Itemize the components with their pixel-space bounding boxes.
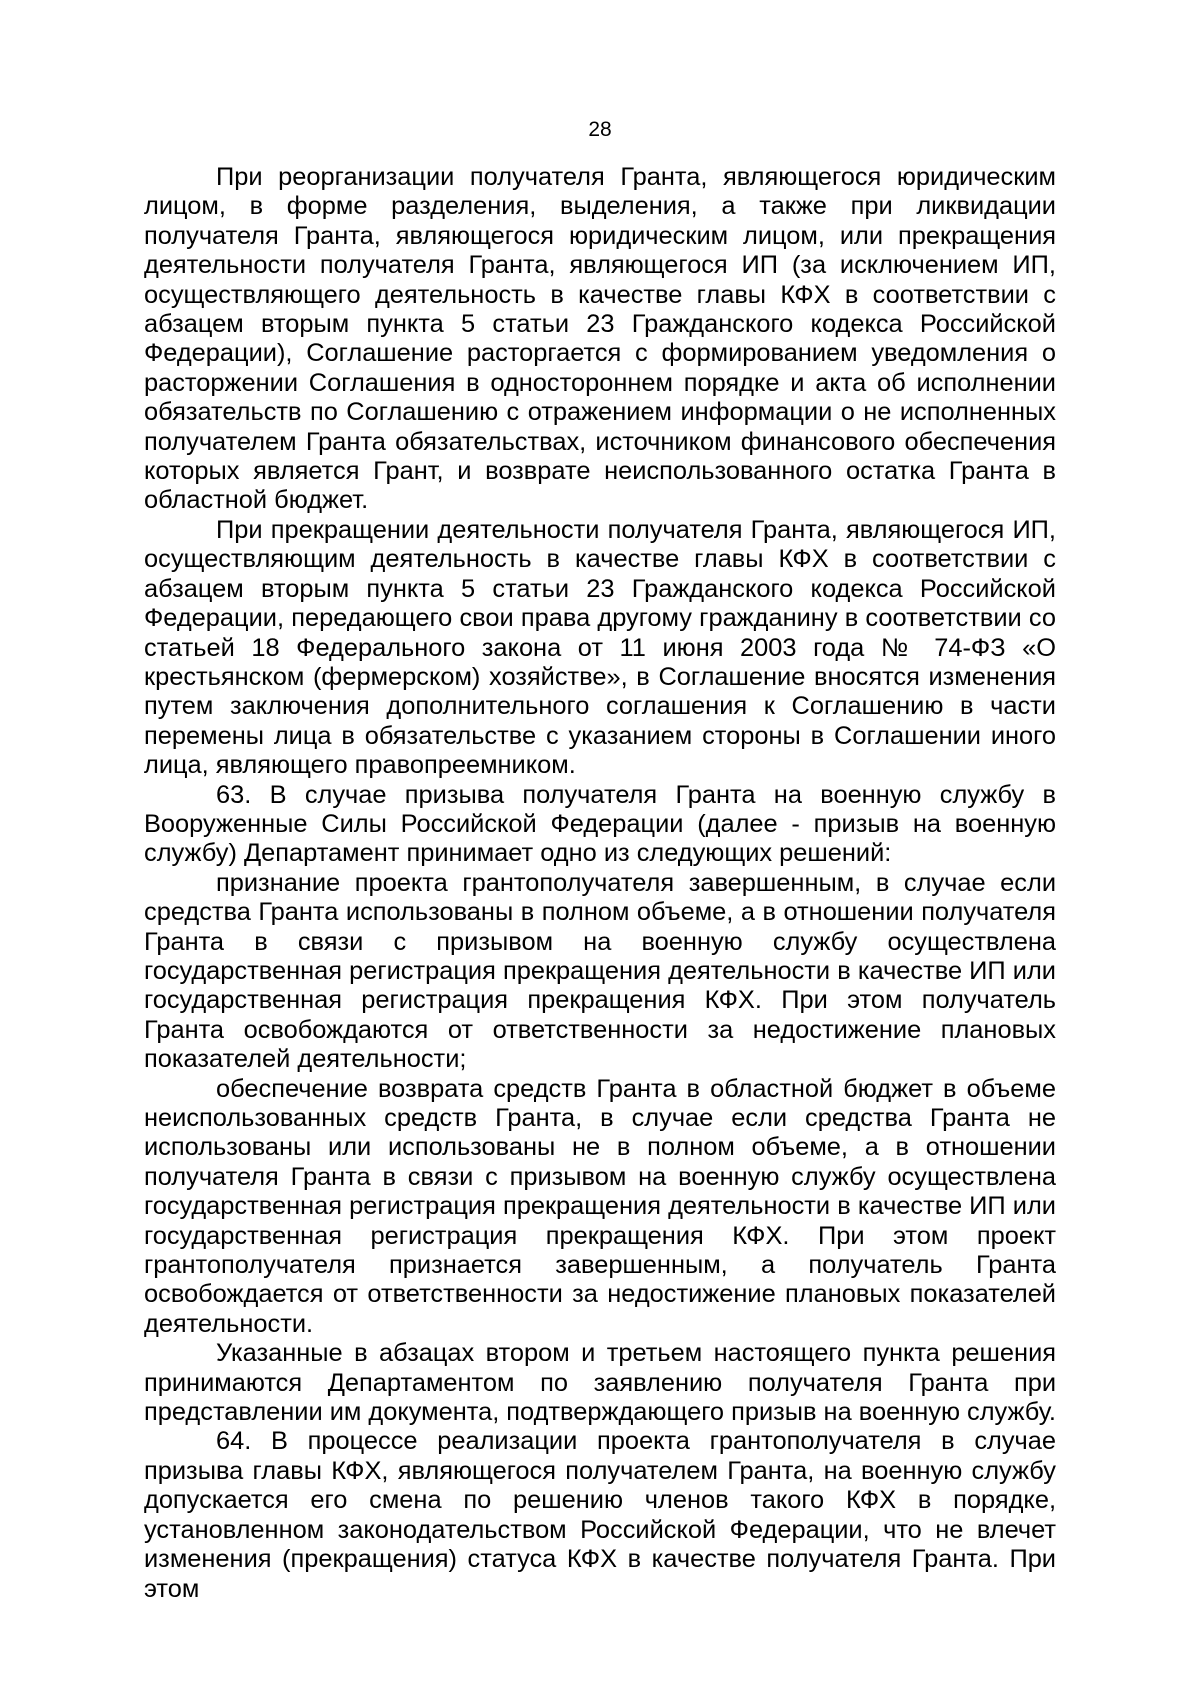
paragraph-decisions-basis: Указанные в абзацах втором и третьем настоящего пункта решения принимаются Департаментом по заявлению получателя Гранта при представлении им документа, подтверждающего призыв на военную службу. bbox=[144, 1339, 1056, 1427]
document-body bbox=[144, 163, 1056, 1604]
paragraph-item-64: 64. В процессе реализации проекта грантополучателя в случае призыва главы КФХ, являющегося получателем Гранта, на военную службу допускается его смена по решению членов такого КФХ в порядке, установленном законодательством Российской Федерации, что не влечет изменения (прекращения) статуса КФХ в качестве получателя Гранта. При этом bbox=[144, 1427, 1056, 1603]
paragraph-reorganization: При реорганизации получателя Гранта, являющегося юридическим лицом, в форме разделения, выделения, а также при ликвидации получателя Гранта, являющегося юридическим лицом, или прекращения деятельности получателя Гранта, являющегося ИП (за исключением ИП, осуществляющего деятельность в качестве главы КФХ в соответствии с абзацем вторым пункта 5 статьи 23 Гражданского кодекса Российской Федерации), Соглашение расторгается с формированием уведомления о расторжении Соглашения в одностороннем порядке и акта об исполнении обязательств по Соглашению с отражением информации о не исполненных получателем Гранта обязательствах, источником финансового обеспечения которых является Грант, и возврате неиспользованного остатка Гранта в областной бюджет. bbox=[144, 163, 1056, 515]
paragraph-item-63: 63. В случае призыва получателя Гранта на военную службу в Вооруженные Силы Российской Федерации (далее - призыв на военную службу) Департамент принимает одно из следующих решений: bbox=[144, 780, 1056, 868]
page-number: 28 bbox=[588, 118, 612, 141]
paragraph-termination-ip: При прекращении деятельности получателя Гранта, являющегося ИП, осуществляющим деятельность в качестве главы КФХ в соответствии с абзацем вторым пункта 5 статьи 23 Гражданского кодекса Российской Федерации, передающего свои права другому гражданину в соответствии со статьей 18 Федерального закона от 11 июня 2003 года № 74-ФЗ «О крестьянском (фермерском) хозяйстве», в Соглашение вносятся изменения путем заключения дополнительного соглашения к Соглашению в части перемены лица в обязательстве с указанием стороны в Соглашении иного лица, являющего правопреемником. bbox=[144, 515, 1056, 780]
paragraph-decision-return: обеспечение возврата средств Гранта в областной бюджет в объеме неиспользованных средств Гранта, в случае если средства Гранта не использованы или использованы не в полном объеме, а в отношении получателя Гранта в связи с призывом на военную службу осуществлена государственная регистрация прекращения деятельности в качестве ИП или государственная регистрация прекращения КФХ. При этом проект грантополучателя признается завершенным, а получатель Гранта освобождается от ответственности за недостижение плановых показателей деятельности. bbox=[144, 1074, 1056, 1338]
paragraph-decision-completed: признание проекта грантополучателя завершенным, в случае если средства Гранта использованы в полном объеме, а в отношении получателя Гранта в связи с призывом на военную службу осуществлена государственная регистрация прекращения деятельности в качестве ИП или государственная регистрация прекращения КФХ. При этом получатель Гранта освобождаются от ответственности за недостижение плановых показателей деятельности; bbox=[144, 868, 1056, 1074]
